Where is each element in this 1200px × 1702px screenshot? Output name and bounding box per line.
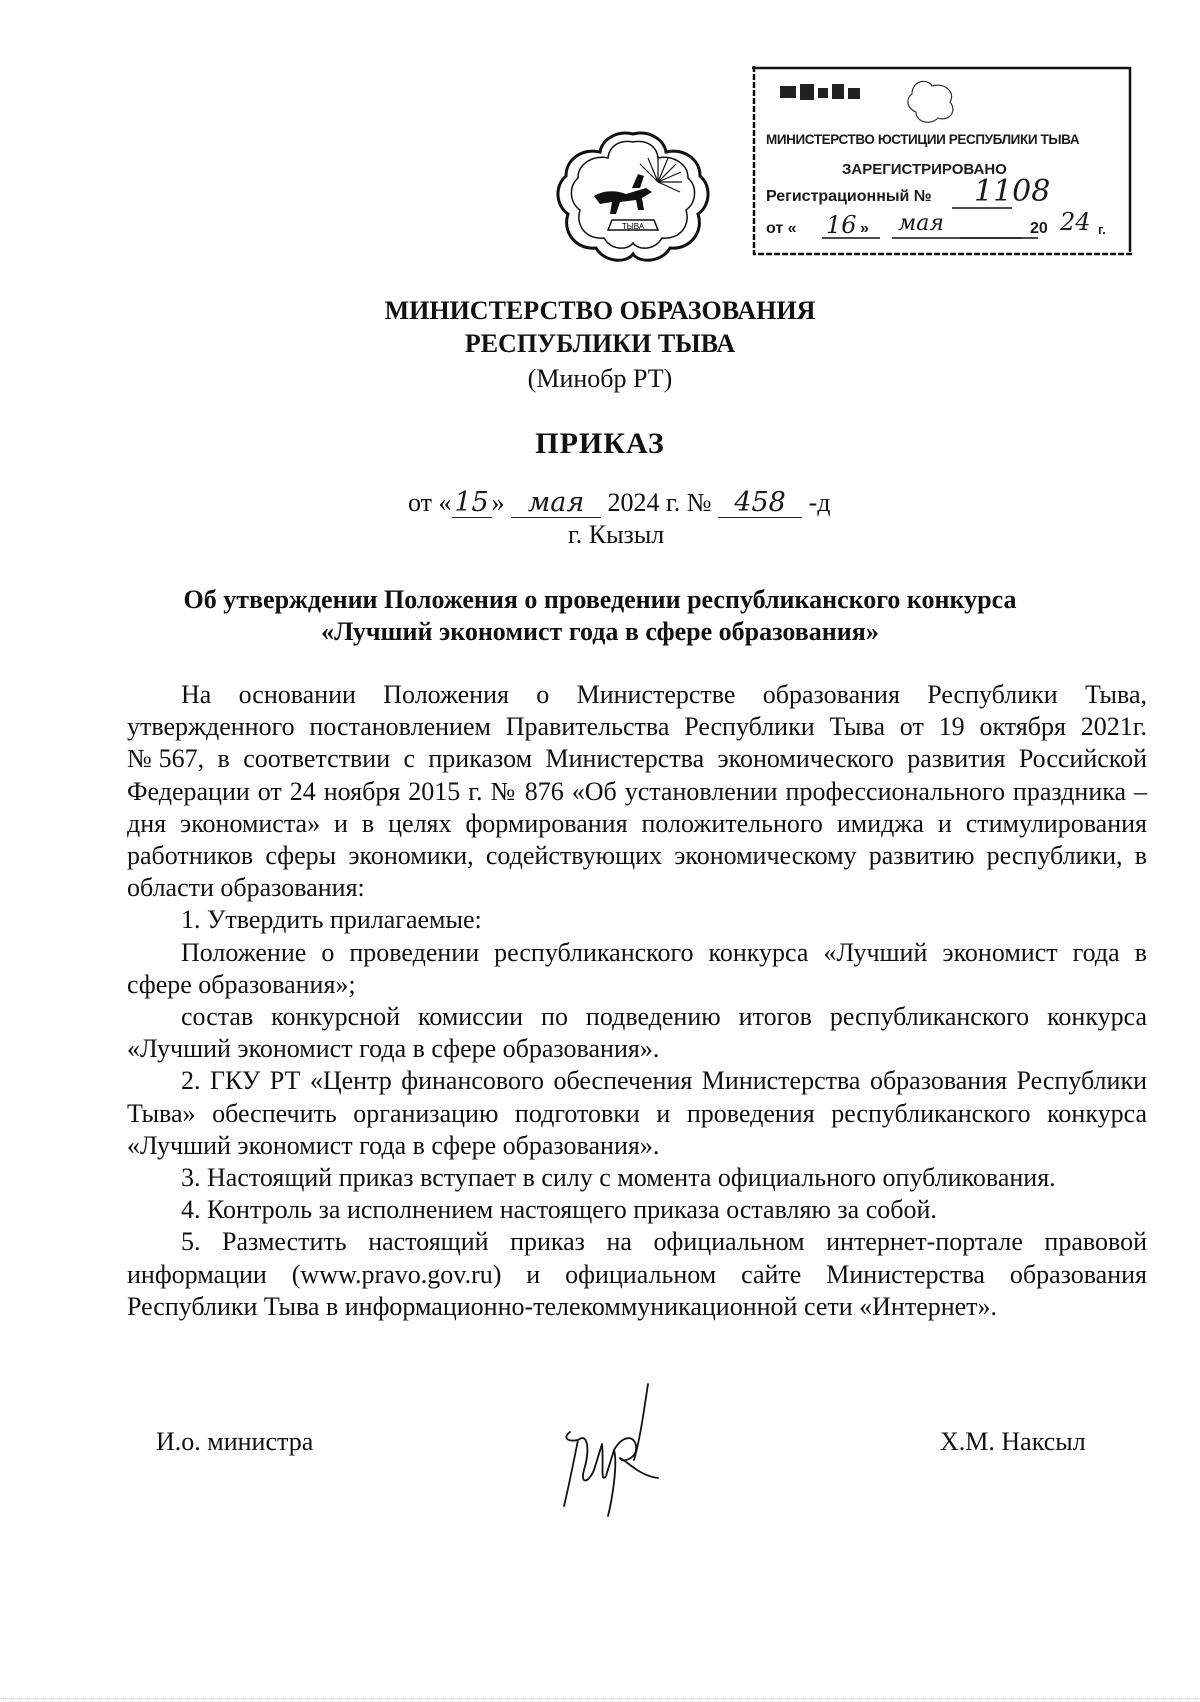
stamp-ministry-text: МИНИСТЕРСТВО ЮСТИЦИИ РЕСПУБЛИКИ ТЫВА (766, 132, 1080, 147)
order-date-prefix: от « (408, 488, 452, 517)
stamp-number-value: 1108 (974, 174, 1051, 209)
subject-line2: «Лучший экономист года в сфере образования» (321, 617, 879, 646)
stamp-registered-text: ЗАРЕГИСТРИРОВАНО (842, 161, 1007, 178)
document-type-title: ПРИКАЗ (535, 427, 665, 460)
registration-stamp (752, 66, 1136, 256)
ministry-name-line1: МИНИСТЕРСТВО ОБРАЗОВАНИЯ (384, 296, 816, 325)
subject-line1: Об утверждении Положения о проведении республиканского конкурса (183, 585, 1017, 614)
stamp-number-label: Регистрационный № (766, 188, 932, 205)
body-preamble: На основании Положения о Министерстве образования Республики Тыва, утвержденного постановлением Правительства Республики Тыва от 19 октября 2021г. №567, в соответствии с приказом Министерства экономического развития Российской Федерации от 24 ноября 2015 г. № 876 «Об установлении профессионального праздника – дня экономиста» и в целях формирования положительного имиджа и стимулирования работников сферы экономики, содействующих экономическому развитию республики, в области образования: (127, 680, 1147, 903)
body-item-5: 5. Разместить настоящий приказ на официальном интернет-портале правовой информации (www.pravo.gov.ru) и официальном сайте Министерства образования Республики Тыва в информационно-телекоммуникационной сети «Интернет». (127, 1227, 1147, 1321)
order-date-separator: » (491, 488, 505, 517)
order-date-day: 15 (452, 489, 492, 518)
stamp-year-suffix: г. (1098, 222, 1106, 237)
order-body (127, 679, 1147, 1323)
emblem-label: ТЫВА (621, 222, 645, 231)
order-number-suffix: -д (808, 488, 831, 517)
body-item-1-commission: состав конкурсной комиссии по подведению итогов республиканского конкурса «Лучший экономист года в сфере образования». (127, 1002, 1147, 1064)
stamp-date-separator: » (860, 220, 869, 237)
body-item-1: 1. Утвердить прилагаемые: (181, 905, 482, 935)
signer-title: И.о. министра (156, 1427, 314, 1456)
order-date-month: мая (511, 489, 601, 518)
ministry-name-line2: РЕСПУБЛИКИ ТЫВА (464, 329, 736, 358)
body-item-3: 3. Настоящий приказ вступает в силу с момента официального опубликования. (181, 1163, 1056, 1193)
handwritten-signature-icon (548, 1380, 688, 1520)
body-item-1-regulation: Положение о проведении республиканского конкурса «Лучший экономист года в сфере образования»; (127, 937, 1147, 999)
stamp-year-value: 24 (1060, 208, 1091, 236)
stamp-year-prefix: 20 (1030, 220, 1048, 237)
stamp-date-prefix: от « (766, 220, 797, 237)
order-year-label: 2024 г. № (607, 488, 712, 517)
body-item-2: 2. ГКУ РТ «Центр финансового обеспечения Министерства образования Республики Тыва» обеспечить организацию подготовки и проведения республиканского конкурса «Лучший экономист года в сфере образования». (127, 1066, 1147, 1160)
order-date-line (408, 488, 830, 518)
stamp-date-month: мая (898, 211, 944, 236)
body-item-4: 4. Контроль за исполнением настоящего приказа оставляю за собой. (181, 1195, 937, 1225)
signer-name: Х.М. Наксыл (940, 1427, 1086, 1456)
order-city: г. Кызыл (568, 520, 665, 549)
tyva-emblem-icon (554, 130, 712, 262)
stamp-date-day: 16 (826, 211, 857, 239)
ministry-short-name: (Минобр РТ) (527, 364, 673, 393)
order-number: 458 (718, 489, 802, 518)
page-bottom-edge (0, 1698, 1200, 1699)
